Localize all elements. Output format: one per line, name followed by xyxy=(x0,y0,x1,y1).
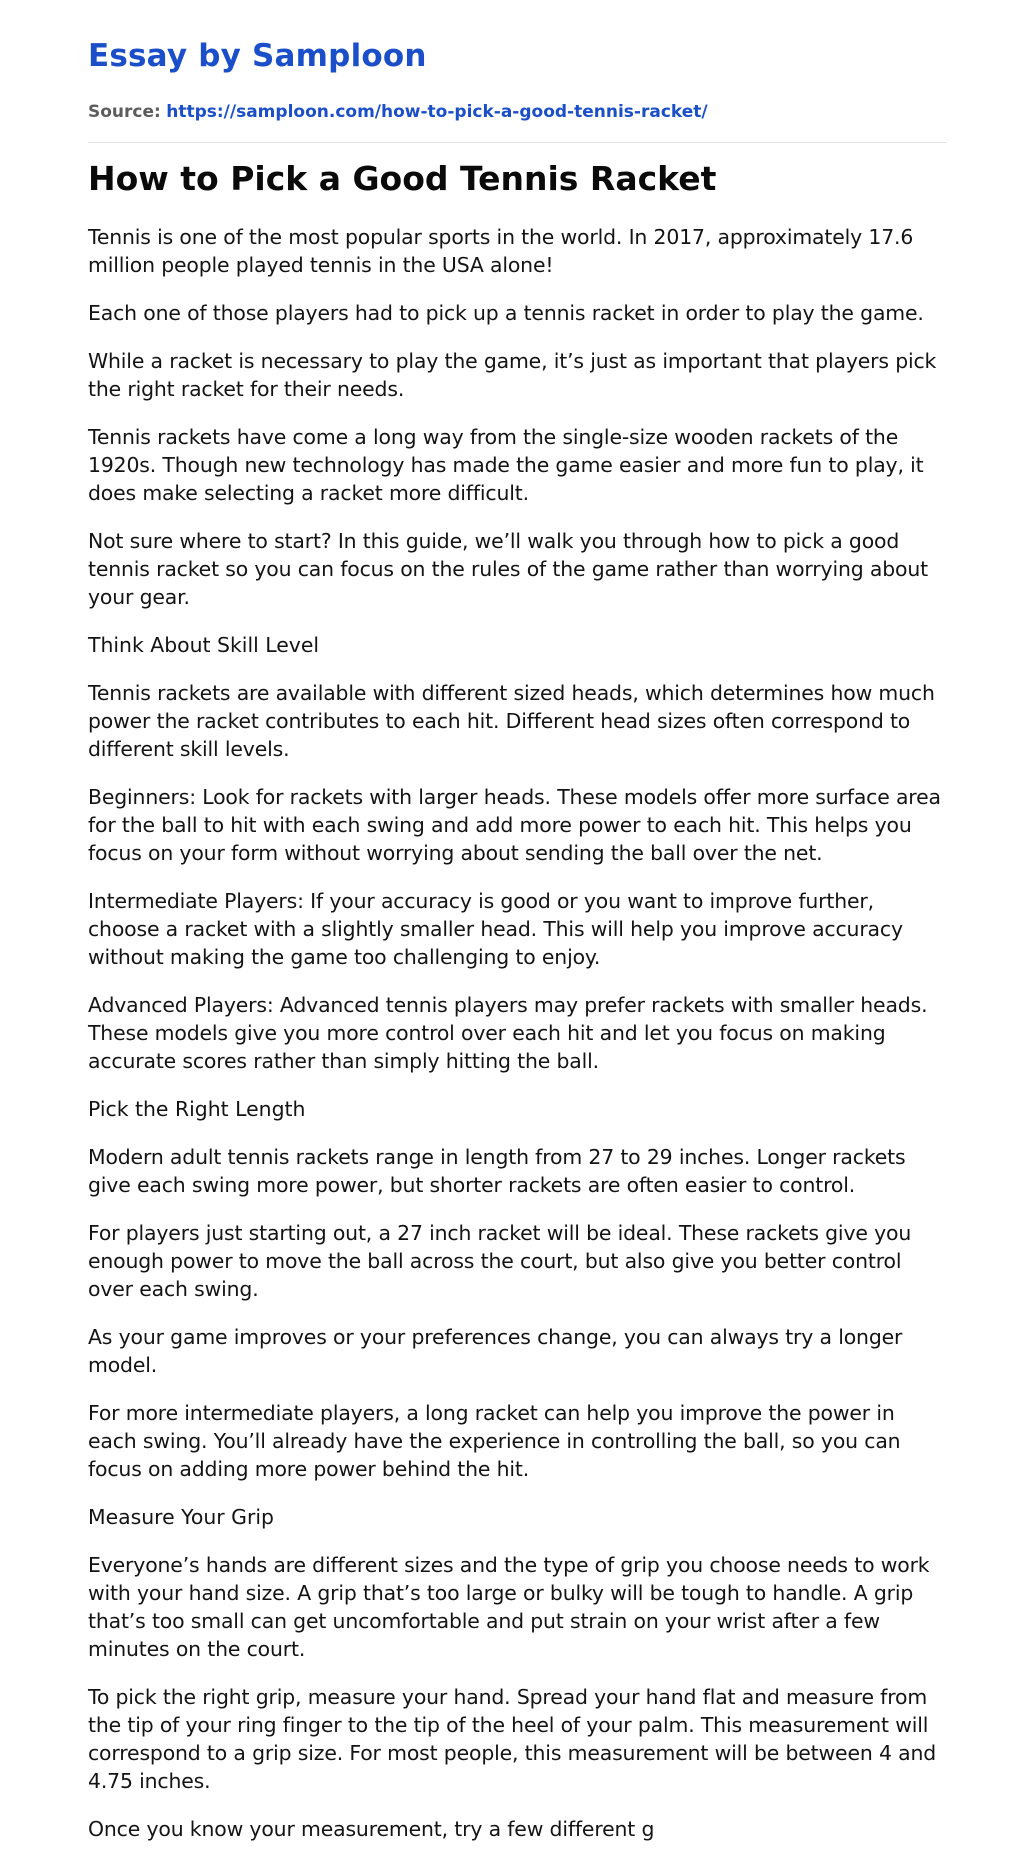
brand-title: Essay by Samploon xyxy=(88,38,427,74)
article-paragraph: Tennis is one of the most popular sports in the world. In 2017, approximately 17.6 million people played tennis in the USA alone! xyxy=(88,225,914,277)
section-heading: Pick the Right Length xyxy=(88,1097,306,1121)
essay-content xyxy=(88,0,946,1861)
article-paragraph: To pick the right grip, measure your hand. Spread your hand flat and measure from the tip of your ring finger to the tip of the heel of your palm. This measurement will correspond to a grip size. For most people, this measurement will be between 4 and 4.75 inches. xyxy=(88,1685,937,1793)
source-line xyxy=(88,100,946,124)
article-paragraph: Modern adult tennis rackets range in length from 27 to 29 inches. Longer rackets give each swing more power, but shorter rackets are often easier to control. xyxy=(88,1145,906,1197)
article-paragraph: Intermediate Players: If your accuracy is good or you want to improve further, choose a racket with a slightly smaller head. This will help you improve accuracy without making the game too challenging to enjoy. xyxy=(88,889,903,969)
source-link[interactable]: https://samploon.com/how-to-pick-a-good-tennis-racket/ xyxy=(166,102,708,122)
article-paragraph: Each one of those players had to pick up a tennis racket in order to play the game. xyxy=(88,301,924,325)
article-paragraph: For more intermediate players, a long racket can help you improve the power in each swing. You’ll already have the experience in controlling the ball, so you can focus on adding more power behind the hit. xyxy=(88,1401,901,1481)
section-heading: Think About Skill Level xyxy=(88,633,320,657)
article-paragraph: As your game improves or your preferences change, you can always try a longer model. xyxy=(88,1325,903,1377)
article-paragraph: Everyone’s hands are different sizes and the type of grip you choose needs to work with your hand size. A grip that’s too large or bulky will be tough to handle. A grip that’s too small can get uncomfortable and put strain on your wrist after a few minutes on the court. xyxy=(88,1553,930,1661)
source-label: Source: xyxy=(88,102,161,122)
article-title: How to Pick a Good Tennis Racket xyxy=(88,159,717,198)
article-paragraph: While a racket is necessary to play the game, it’s just as important that players pick the right racket for their needs. xyxy=(88,349,937,401)
article-paragraph: Tennis rackets are available with different sized heads, which determines how much power the racket contributes to each hit. Different head sizes often correspond to different skill levels. xyxy=(88,681,935,761)
article-paragraph: Beginners: Look for rackets with larger heads. These models offer more surface area for the ball to hit with each swing and add more power to each hit. This helps you focus on your form without worrying about sending the ball over the net. xyxy=(88,785,941,865)
article-paragraph: Once you know your measurement, try a few different g xyxy=(88,1817,655,1841)
article-paragraph: Tennis rackets have come a long way from the single-size wooden rackets of the 1920s. Though new technology has made the game easier and more fun to play, it does make selecting a racket more difficult. xyxy=(88,425,924,505)
article-paragraph: For players just starting out, a 27 inch racket will be ideal. These rackets give you enough power to move the ball across the court, but also give you better control over each swing. xyxy=(88,1221,912,1301)
header-divider xyxy=(88,142,946,143)
article-paragraph: Not sure where to start? In this guide, we’ll walk you through how to pick a good tennis racket so you can focus on the rules of the game rather than worrying about your gear. xyxy=(88,529,928,609)
section-heading: Measure Your Grip xyxy=(88,1505,274,1529)
article-body xyxy=(88,223,946,1843)
article-paragraph: Advanced Players: Advanced tennis players may prefer rackets with smaller heads. These models give you more control over each hit and let you focus on making accurate scores rather than simply hitting the ball. xyxy=(88,993,928,1073)
